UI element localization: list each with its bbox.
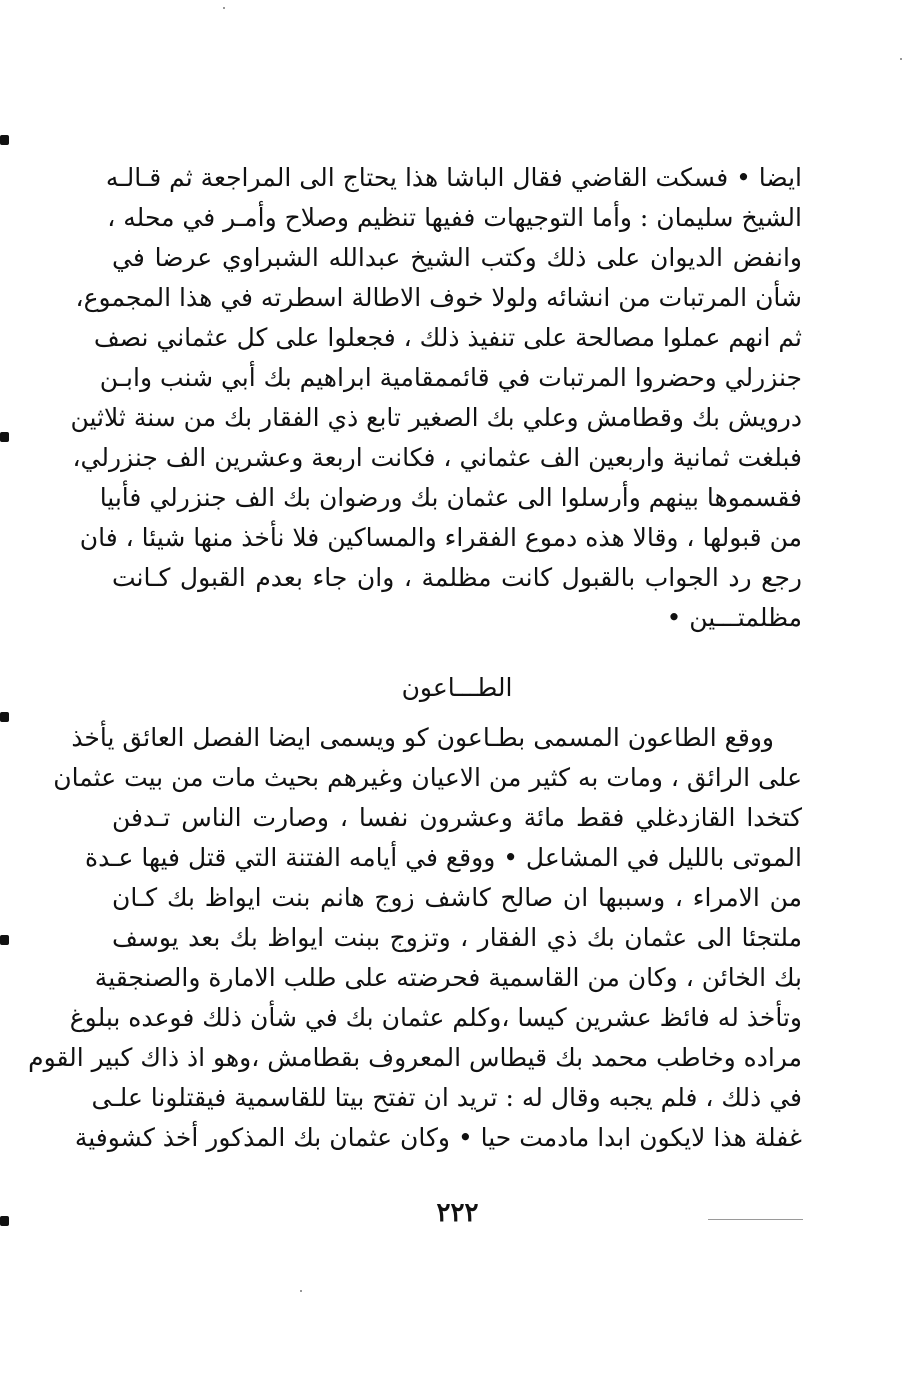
text-line: ووقع الطاعون المسمى بطـاعون كو ويسمى ايضا الفصل العائق يأخذ bbox=[71, 723, 774, 752]
text-line: فبلغت ثمانية واربعين الف عثماني ، فكانت اربعة وعشرين الف جنزرلي، bbox=[72, 443, 802, 472]
binding-mark bbox=[0, 1216, 9, 1226]
paragraph-one bbox=[70, 158, 802, 638]
text-line: مظلمتـــين • bbox=[666, 603, 802, 632]
scan-speck bbox=[300, 1290, 302, 1292]
binding-mark bbox=[0, 432, 9, 442]
section-heading: الطـــاعون bbox=[401, 673, 513, 702]
text-line: ثم انهم عملوا مصالحة على تنفيذ ذلك ، فجعلوا على كل عثماني نصف bbox=[93, 323, 802, 352]
text-line: غفلة هذا لايكون ابدا مادمت حيا • وكان عثمان بك المذكور أخذ كشوفية bbox=[74, 1123, 802, 1152]
footer-rule bbox=[708, 1219, 803, 1220]
text-line: جنزرلي وحضروا المرتبات في قائممقامية ابراهيم بك أبي شنب وابـن bbox=[99, 363, 802, 392]
scan-speck bbox=[900, 58, 902, 60]
text-line: من قبولها ، وقالا هذه دموع الفقراء والمساكين فلا نأخذ منها شيئا ، فان bbox=[79, 523, 802, 552]
text-line: من الامراء ، وسببها ان صالح كاشف زوج هانم بنت ايواظ بك كـان bbox=[112, 883, 802, 912]
text-line: وتأخذ له فائظ عشرين كيسا ،وكلم عثمان بك في شأن ذلك فوعده ببلوغ bbox=[69, 1003, 802, 1032]
text-line: بك الخائن ، وكان من القاسمية فحرضته على طلب الامارة والصنجقية bbox=[94, 963, 802, 992]
text-line: الموتى بالليل في المشاعل • ووقع في أيامه الفتنة التي قتل فيها عـدة bbox=[84, 843, 802, 872]
text-line: وانفض الديوان على ذلك وكتب الشيخ عبدالله الشبراوي عرضا في bbox=[112, 243, 802, 272]
text-line: مراده وخاطب محمد بك قيطاس المعروف بقطامش ،وهو اذ ذاك كبير القوم bbox=[28, 1043, 802, 1072]
paragraph-two bbox=[28, 718, 802, 1158]
text-line: درويش بك وقطامش وعلي بك الصغير تابع ذي الفقار بك من سنة ثلاثين bbox=[70, 403, 802, 432]
binding-mark bbox=[0, 712, 9, 722]
binding-mark bbox=[0, 935, 9, 945]
text-line: رجع رد الجواب بالقبول كانت مظلمة ، وان جاء بعدم القبول كـانت bbox=[112, 563, 802, 592]
text-line: على الرائق ، ومات به كثير من الاعيان وغيرهم بحيث مات من بيت عثمان bbox=[53, 763, 802, 792]
binding-mark bbox=[0, 135, 9, 145]
text-line: ملتجئا الى عثمان بك ذي الفقار ، وتزوج ببنت ايواظ بك بعد يوسف bbox=[112, 923, 802, 952]
text-line: الشيخ سليمان : وأما التوجيهات ففيها تنظيم وصلاح وأمـر في محله ، bbox=[107, 203, 802, 232]
text-line: كتخدا القازدغلي فقط مائة وعشرون نفسا ، وصارت الناس تـدفن bbox=[112, 803, 802, 832]
text-line: فقسموها بينهم وأرسلوا الى عثمان بك ورضوان بك الف جنزرلي فأبيا bbox=[99, 483, 802, 512]
text-line: في ذلك ، فلم يجبه وقال له : تريد ان تفتح بيتا للقاسمية فيقتلونا علـى bbox=[91, 1083, 802, 1112]
scan-speck bbox=[223, 7, 225, 9]
text-line: شأن المرتبات من انشائه ولولا خوف الاطالة اسطرته في هذا المجموع، bbox=[75, 283, 802, 312]
text-line: ايضا • فسكت القاضي فقال الباشا هذا يحتاج الى المراجعة ثم قـالـه bbox=[105, 163, 802, 192]
page-number: ٢٢٢ bbox=[436, 1198, 479, 1228]
